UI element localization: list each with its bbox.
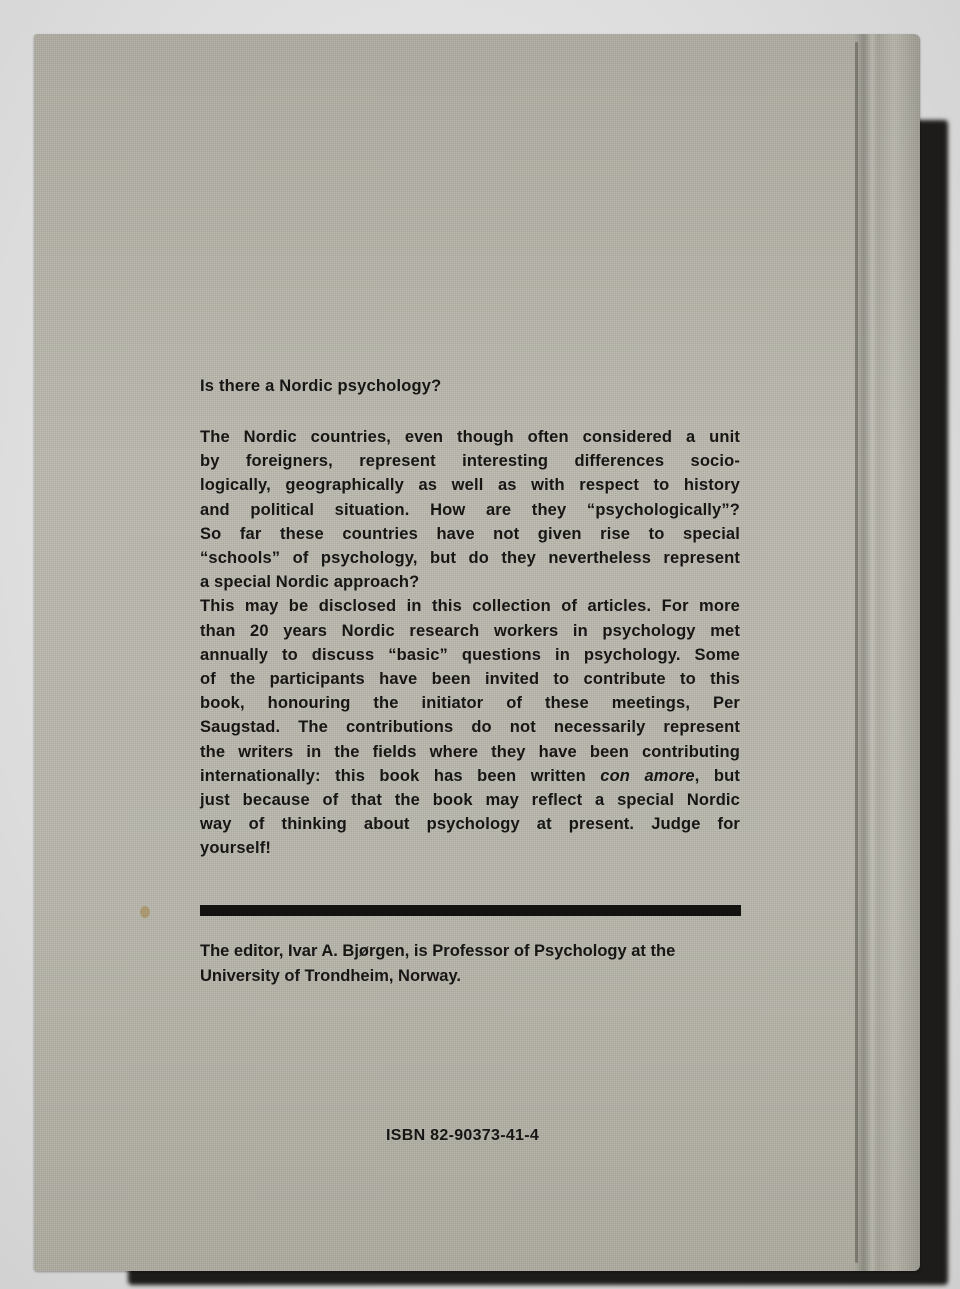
book-spine [854,34,920,1271]
blurb-line: book, honouring the initiator of these meetings, Per [200,694,740,713]
blurb-paragraph-1 [200,425,740,594]
blurb-line: annually to discuss “basic” questions in psychology. Some [200,645,740,664]
blurb-line: a special Nordic approach? [200,573,420,592]
blurb-paragraph-2 [200,594,740,860]
blurb-heading: Is there a Nordic psychology? [200,377,442,395]
blurb-line: logically, geographically as well as with respect to history [200,476,740,495]
blurb-line: way of thinking about psychology at present. Judge for [200,815,740,834]
blurb-text [200,425,740,861]
blurb-line: This may be disclosed in this collection of articles. For more [200,597,740,616]
italic-phrase: con amore [600,766,695,785]
blurb-area [200,374,740,861]
blurb-line-italic [200,764,740,788]
blurb-line: by foreigners, represent interesting differences socio- [200,452,740,471]
blurb-line: So far these countries have not given rise to special [200,524,740,543]
divider-rule [200,905,741,916]
blurb-line: Saugstad. The contributions do not necessarily represent [200,718,740,737]
italic-suffix: , but [694,766,740,785]
blurb-line-start: internationally: this book has been written [200,766,586,785]
blurb-line: of the participants have been invited to contribute to this [200,670,740,689]
editor-line-1: The editor, Ivar A. Bjørgen, is Professor of Psychology at the [200,942,676,960]
editor-note [200,939,745,989]
blurb-line: yourself! [200,839,272,858]
isbn-number: ISBN 82-90373-41-4 [386,1127,540,1144]
blurb-line: “schools” of psychology, but do they nevertheless represent [200,549,740,568]
blurb-line: The Nordic countries, even though often considered a unit [200,428,740,446]
blurb-line: just because of that the book may reflect a special Nordic [200,791,740,810]
spine-hinge [855,42,858,1263]
cover-stain [140,906,150,918]
blurb-line: than 20 years Nordic research workers in psychology met [200,621,740,640]
blurb-line: the writers in the fields where they have been contributing [200,742,740,761]
editor-line-2: University of Trondheim, Norway. [200,967,461,985]
blurb-line: and political situation. How are they “psychologically”? [200,500,740,519]
